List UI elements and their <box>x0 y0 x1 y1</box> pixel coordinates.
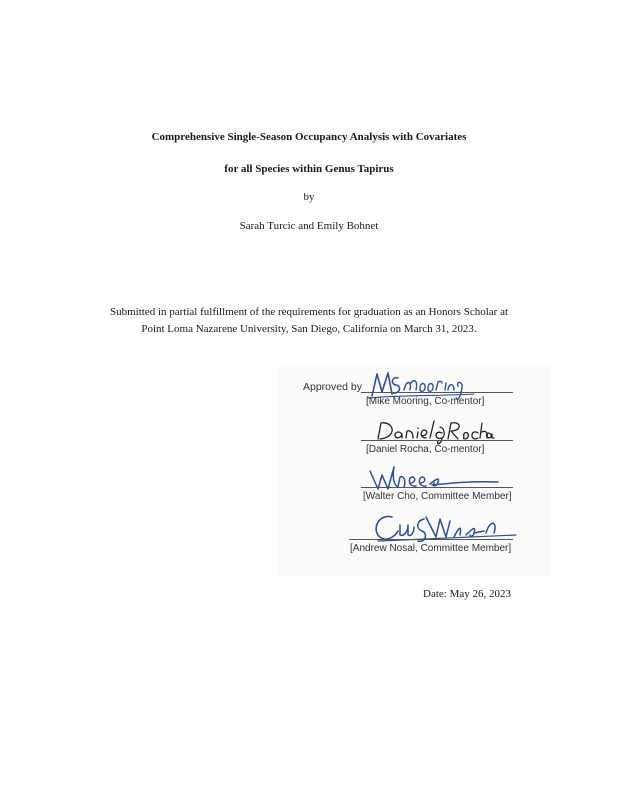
signature-line-2 <box>361 440 513 441</box>
signatory-label-1: [Mike Mooring, Co-mentor] <box>366 396 485 407</box>
submission-line-1: Submitted in partial fulfillment of the requirements for graduation as an Honors Scholar at <box>109 306 509 318</box>
signature-line-1 <box>361 392 513 393</box>
signature-line-4 <box>349 539 513 540</box>
signatory-label-3: [Walter Cho, Committee Member] <box>363 491 512 502</box>
signature-line-3 <box>361 487 513 488</box>
by-line: by <box>303 191 315 203</box>
date-line: Date: May 26, 2023 <box>423 588 511 600</box>
title-line-2: for all Species within Genus Tapirus <box>224 163 394 175</box>
signatory-label-4: [Andrew Nosal, Committee Member] <box>350 543 512 554</box>
title-line-1: Comprehensive Single-Season Occupancy Analysis with Covariates <box>151 131 467 143</box>
signature-walter-cho <box>362 463 502 493</box>
approved-by-label: Approved by <box>303 381 362 393</box>
authors: Sarah Turcic and Emily Bohnet <box>239 220 379 232</box>
signatory-label-2: [Daniel Rocha, Co-mentor] <box>366 444 485 455</box>
submission-line-2: Point Loma Nazarene University, San Diego, California on March 31, 2023. <box>141 323 477 335</box>
